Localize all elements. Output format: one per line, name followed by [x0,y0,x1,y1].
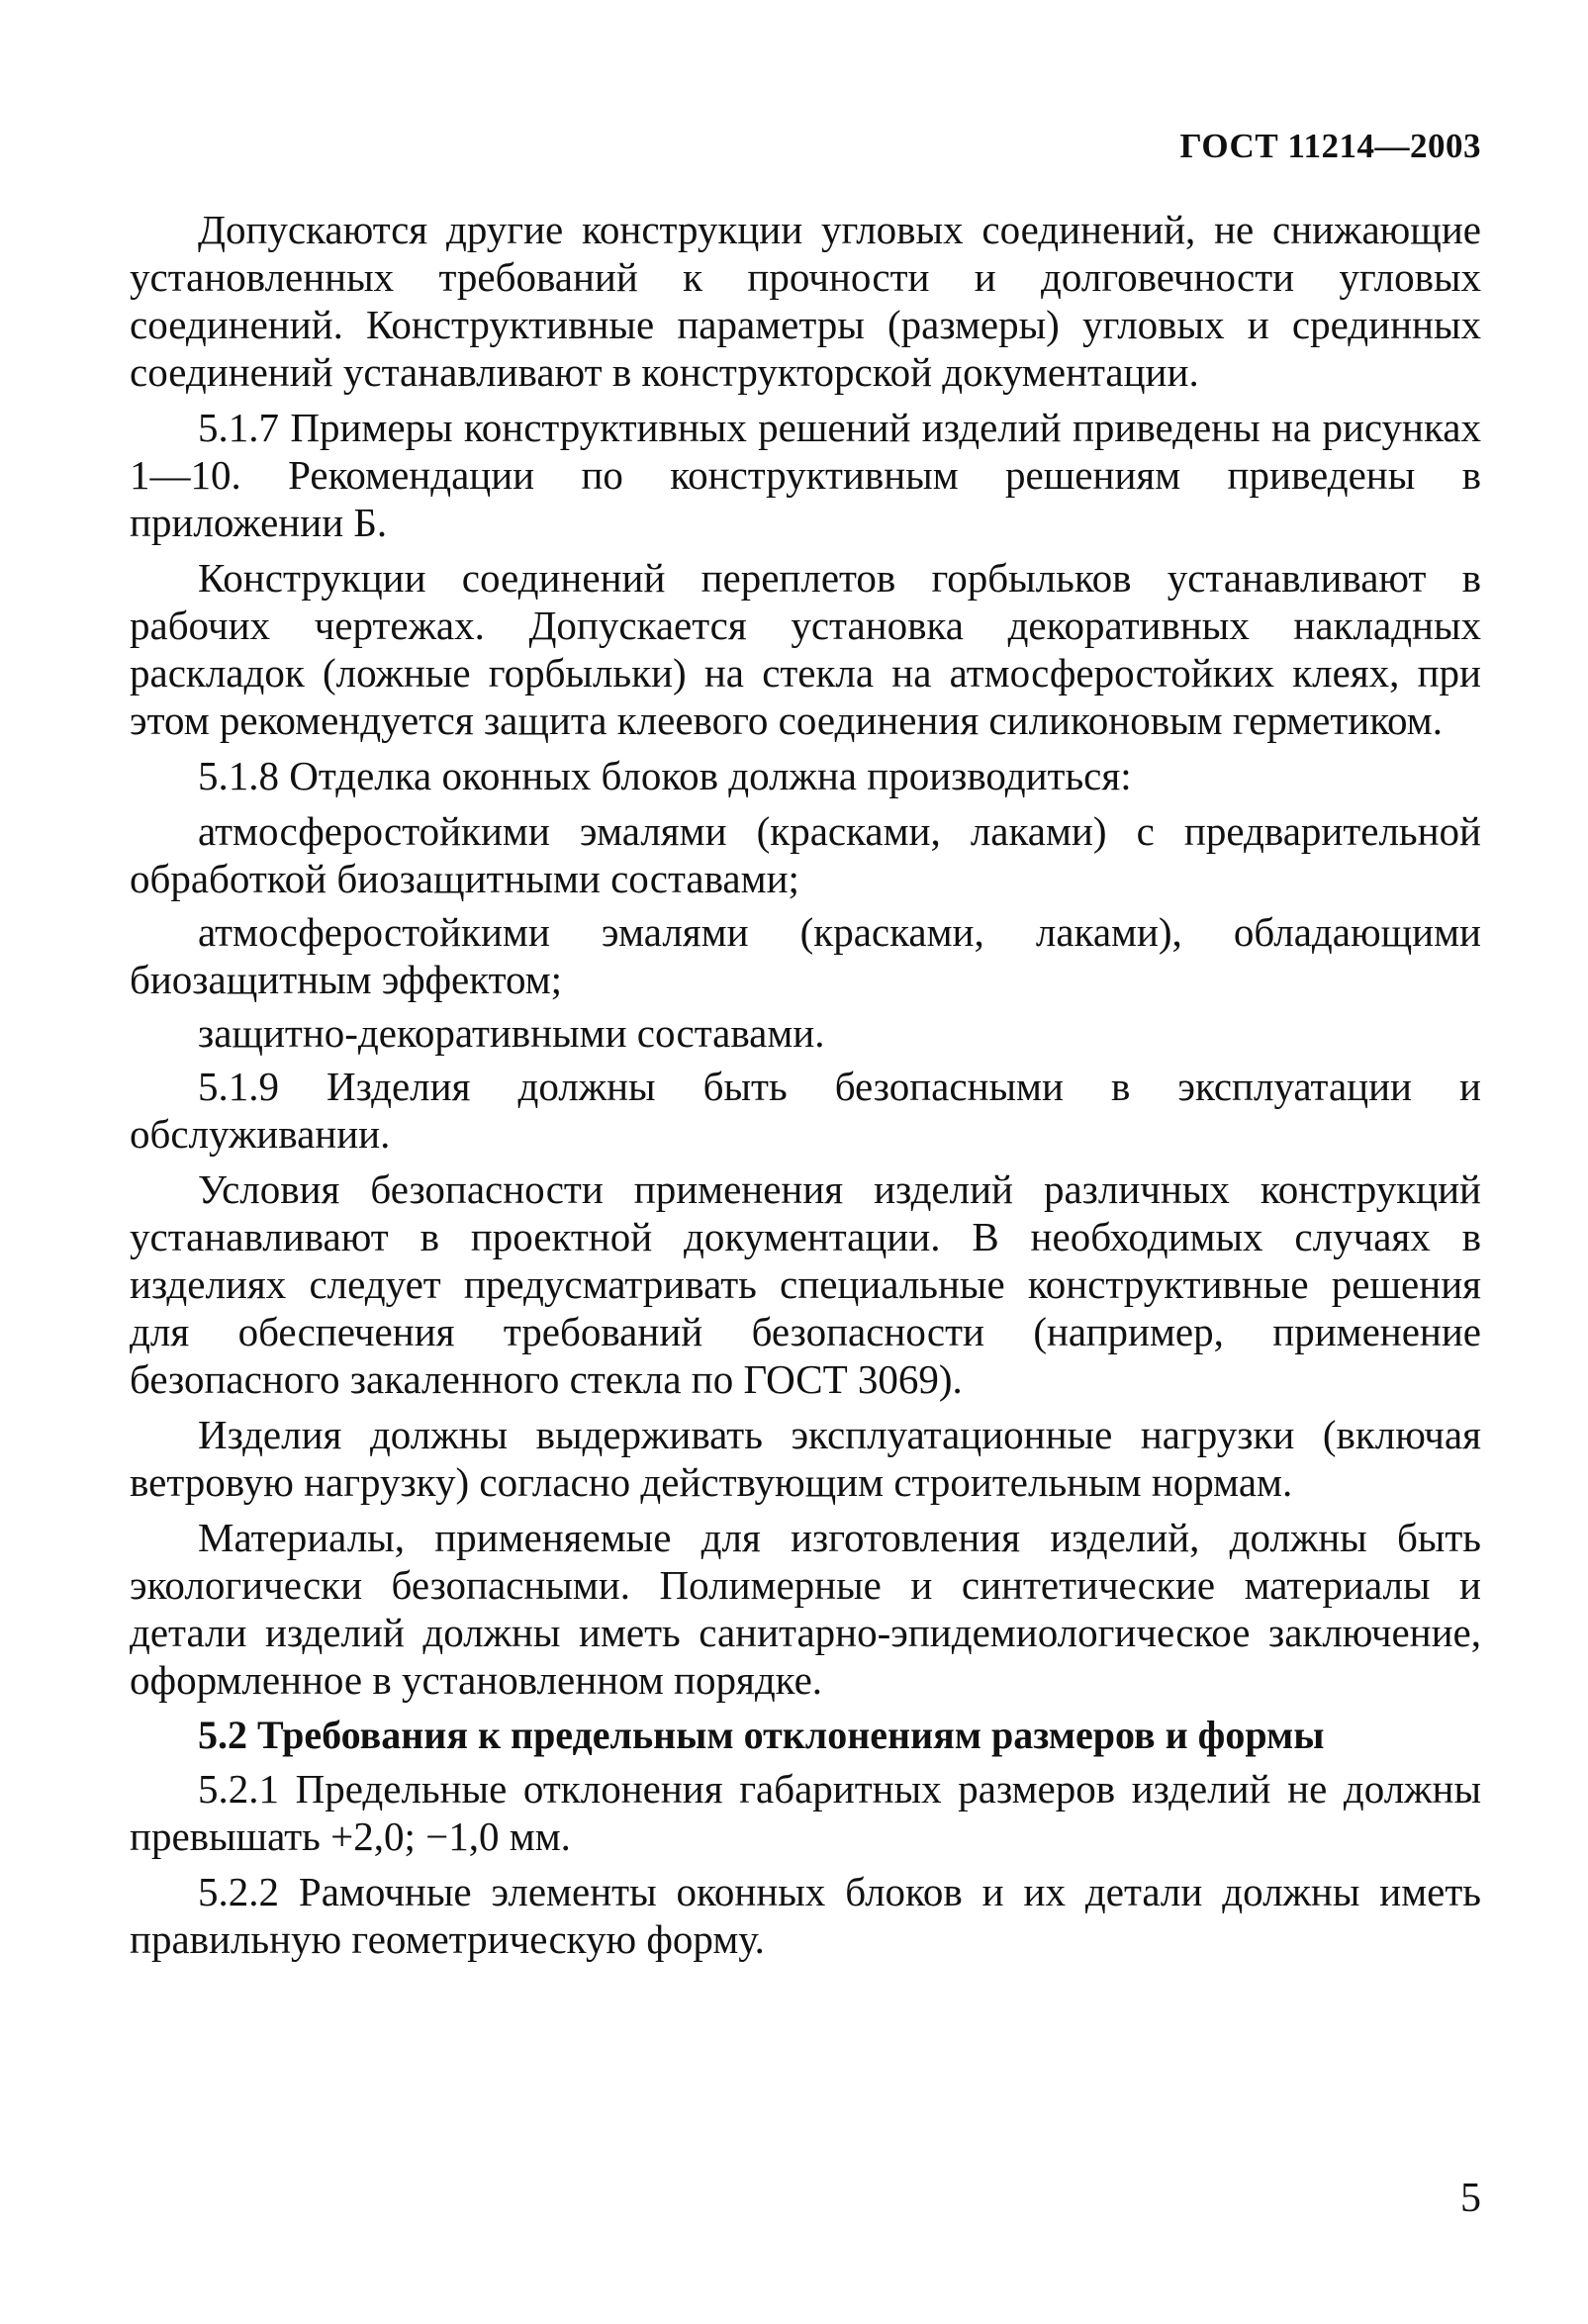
page-number: 5 [1460,2176,1481,2221]
paragraph-materials: Материалы, применяемые для изготовления изделий, должны быть экологически безопасными. Полимерные и синтетические материалы и детали изделий должны иметь санитарно-эпидемиологическое заключение, оформленное в установленном порядке. [130,1515,1481,1703]
section-heading-5-2: 5.2 Требования к предельным отклонениям размеров и формы [198,1713,1325,1757]
paragraph-5-1-8: 5.1.8 Отделка оконных блоков должна производиться: [198,753,1132,798]
paragraph-5-1-9: 5.1.9 Изделия должны быть безопасными в эксплуатации и обслуживании. [130,1064,1481,1157]
document-standard-header: ГОСТ 11214—2003 [1179,127,1481,165]
page-body [130,206,1481,1971]
paragraph-safety-conditions: Условия безопасности применения изделий различных конструкций устанавливают в проектной документации. В необходимых случаях в изделиях следует предусматривать специальные конструктивные решения для обеспечения требований безопасности (например, применение безопасного закаленного стекла по ГОСТ 3069). [130,1166,1481,1402]
list-item-finish-1: атмосферостойкими эмалями (красками, лаками) с предварительной обработкой биозащитными составами; [130,808,1481,901]
list-item-finish-2: атмосферостойкими эмалями (красками, лаками), обладающими биозащитным эффектом; [130,909,1481,1002]
list-item-finish-3: защитно-декоративными составами. [198,1010,825,1056]
paragraph-glazing-bars: Конструкции соединений переплетов горбыльков устанавливают в рабочих чертежах. Допускается установка декоративных накладных раскладок (ложные горбыльки) на стекла на атмосферостойких клеях, при этом рекомендуется защита клеевого соединения силиконовым герметиком. [130,555,1481,743]
paragraph-5-1-7: 5.1.7 Примеры конструктивных решений изделий приведены на рисунках 1—10. Рекомендации по конструктивным решениям приведены в приложении Б. [130,405,1481,545]
paragraph-operational-loads: Изделия должны выдерживать эксплуатационные нагрузки (включая ветровую нагрузку) согласно действующим строительным нормам. [130,1412,1481,1505]
paragraph-5-2-1: 5.2.1 Предельные отклонения габаритных размеров изделий не должны превышать +2,0; −1,0 мм. [130,1766,1481,1859]
paragraph-5-2-2: 5.2.2 Рамочные элементы оконных блоков и их детали должны иметь правильную геометрическую форму. [130,1869,1481,1962]
paragraph-corner-joints: Допускаются другие конструкции угловых соединений, не снижающие установленных требований к прочности и долговечности угловых соединений. Конструктивные параметры (размеры) угловых и срединных соединений устанавливают в конструкторской документации. [130,207,1481,395]
